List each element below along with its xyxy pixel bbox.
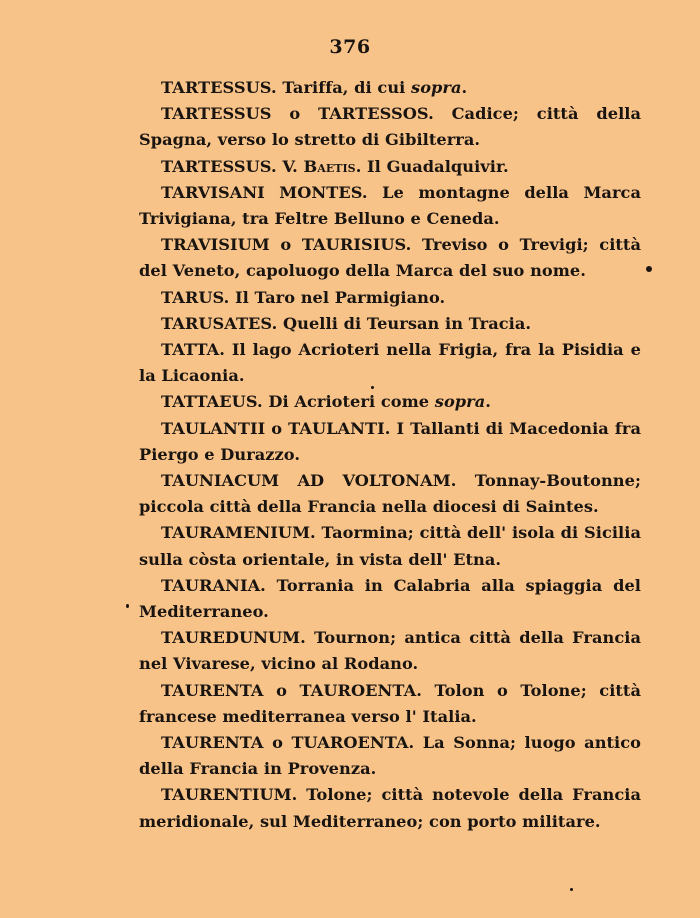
entry-tail: . [485, 392, 491, 412]
dictionary-entry [139, 678, 641, 730]
entry-smallcaps: Baetis [303, 156, 356, 176]
entry-text: Cadice; città della Spagna, verso lo stretto di Gibilterra. [139, 104, 642, 150]
dictionary-entry [139, 389, 641, 415]
dictionary-entry [139, 337, 641, 389]
dictionary-entry [139, 625, 641, 677]
entry-headword: TAURAMENIUM. [161, 523, 316, 543]
entry-text: Tolone; città notevole della Francia meridionale, sul Mediterraneo; con porto militare. [139, 785, 641, 831]
dictionary-entry [139, 416, 641, 468]
entry-text: Il lago Acrioteri nella Frigia, fra la Pisidia e la Licaonia. [139, 340, 641, 386]
entry-headword: TAULANTII o TAULANTI. [161, 418, 391, 438]
dictionary-entries [139, 75, 641, 835]
entry-headword: TAURENTA o TAUROENTA. [161, 680, 422, 700]
entry-text: Di Acrioteri come [262, 392, 435, 412]
entry-italic: sopra [411, 78, 462, 97]
entry-headword: TAUNIACUM AD VOLTONAM. [161, 471, 457, 491]
dictionary-entry [139, 101, 641, 153]
entry-headword: TAUREDUNUM. [161, 628, 306, 648]
entry-italic: sopra [434, 392, 486, 412]
dictionary-entry [139, 154, 641, 180]
dictionary-entry [139, 468, 641, 520]
ink-speck [126, 604, 129, 608]
entry-text: Treviso o Trevigi; città del Veneto, capoluogo della Marca del suo nome. [139, 235, 641, 281]
entry-text: Quelli di Teursan in Tracia. [277, 313, 532, 333]
entry-text: . Il Guadalquivir. [355, 156, 509, 176]
entry-headword: TAURENTIUM. [161, 785, 298, 805]
entry-headword: TATTA. [161, 340, 225, 360]
entry-text: Taormina; città dell' isola di Sicilia sulla còsta orientale, in vista dell' Etna. [139, 523, 641, 569]
dictionary-entry [139, 75, 641, 101]
dictionary-entry [139, 573, 641, 625]
entry-text: Tolon o Tolone; città francese mediterranea verso l' Italia. [139, 680, 641, 726]
entry-text: Le montagne della Marca Trivigiana, tra Feltre Belluno e Ceneda. [139, 182, 641, 229]
entry-headword: TAURANIA. [161, 575, 266, 595]
dictionary-entry [139, 730, 641, 782]
ink-speck [371, 386, 374, 389]
entry-text: La Sonna; luogo antico della Francia in Provenza. [139, 733, 642, 779]
dictionary-entry [139, 180, 641, 232]
entry-text: I Tallanti di Macedonia fra Piergo e Durazzo. [139, 418, 641, 464]
dictionary-entry [139, 232, 641, 284]
dictionary-entry [139, 520, 641, 572]
entry-headword: TARTESSUS. [161, 78, 277, 97]
entry-headword: TARUSATES. [161, 313, 278, 333]
entry-headword: TARUS. [161, 287, 230, 307]
entry-text: Tariffa, di cui [276, 78, 412, 97]
entry-headword: TAURENTA o TUAROENTA. [161, 733, 415, 753]
entry-text: Il Taro nel Parmigiano. [229, 287, 446, 307]
ink-speck [570, 888, 573, 891]
entry-headword: TRAVISIUM o TAURISIUS. [161, 235, 412, 255]
dictionary-entry [139, 285, 641, 311]
entry-text: Torrania in Calabria alla spiaggia del Mediterraneo. [139, 575, 641, 622]
dictionary-entry [139, 311, 641, 337]
entry-headword: TARTESSUS o TARTESSOS. [161, 104, 434, 124]
entry-headword: TATTAEUS. [161, 392, 263, 412]
entry-text: Tournon; antica città della Francia nel Vivarese, vicino al Rodano. [139, 628, 641, 674]
dictionary-entry [139, 782, 641, 834]
entry-headword: TARVISANI MONTES. [161, 182, 368, 202]
entry-text: Tonnay-Boutonne; piccola città della Francia nella diocesi di Saintes. [139, 471, 641, 517]
entry-headword: TARTESSUS. V. [161, 156, 298, 176]
page-number: 376 [329, 36, 371, 58]
entry-tail: . [461, 78, 468, 97]
ink-speck [646, 266, 652, 272]
